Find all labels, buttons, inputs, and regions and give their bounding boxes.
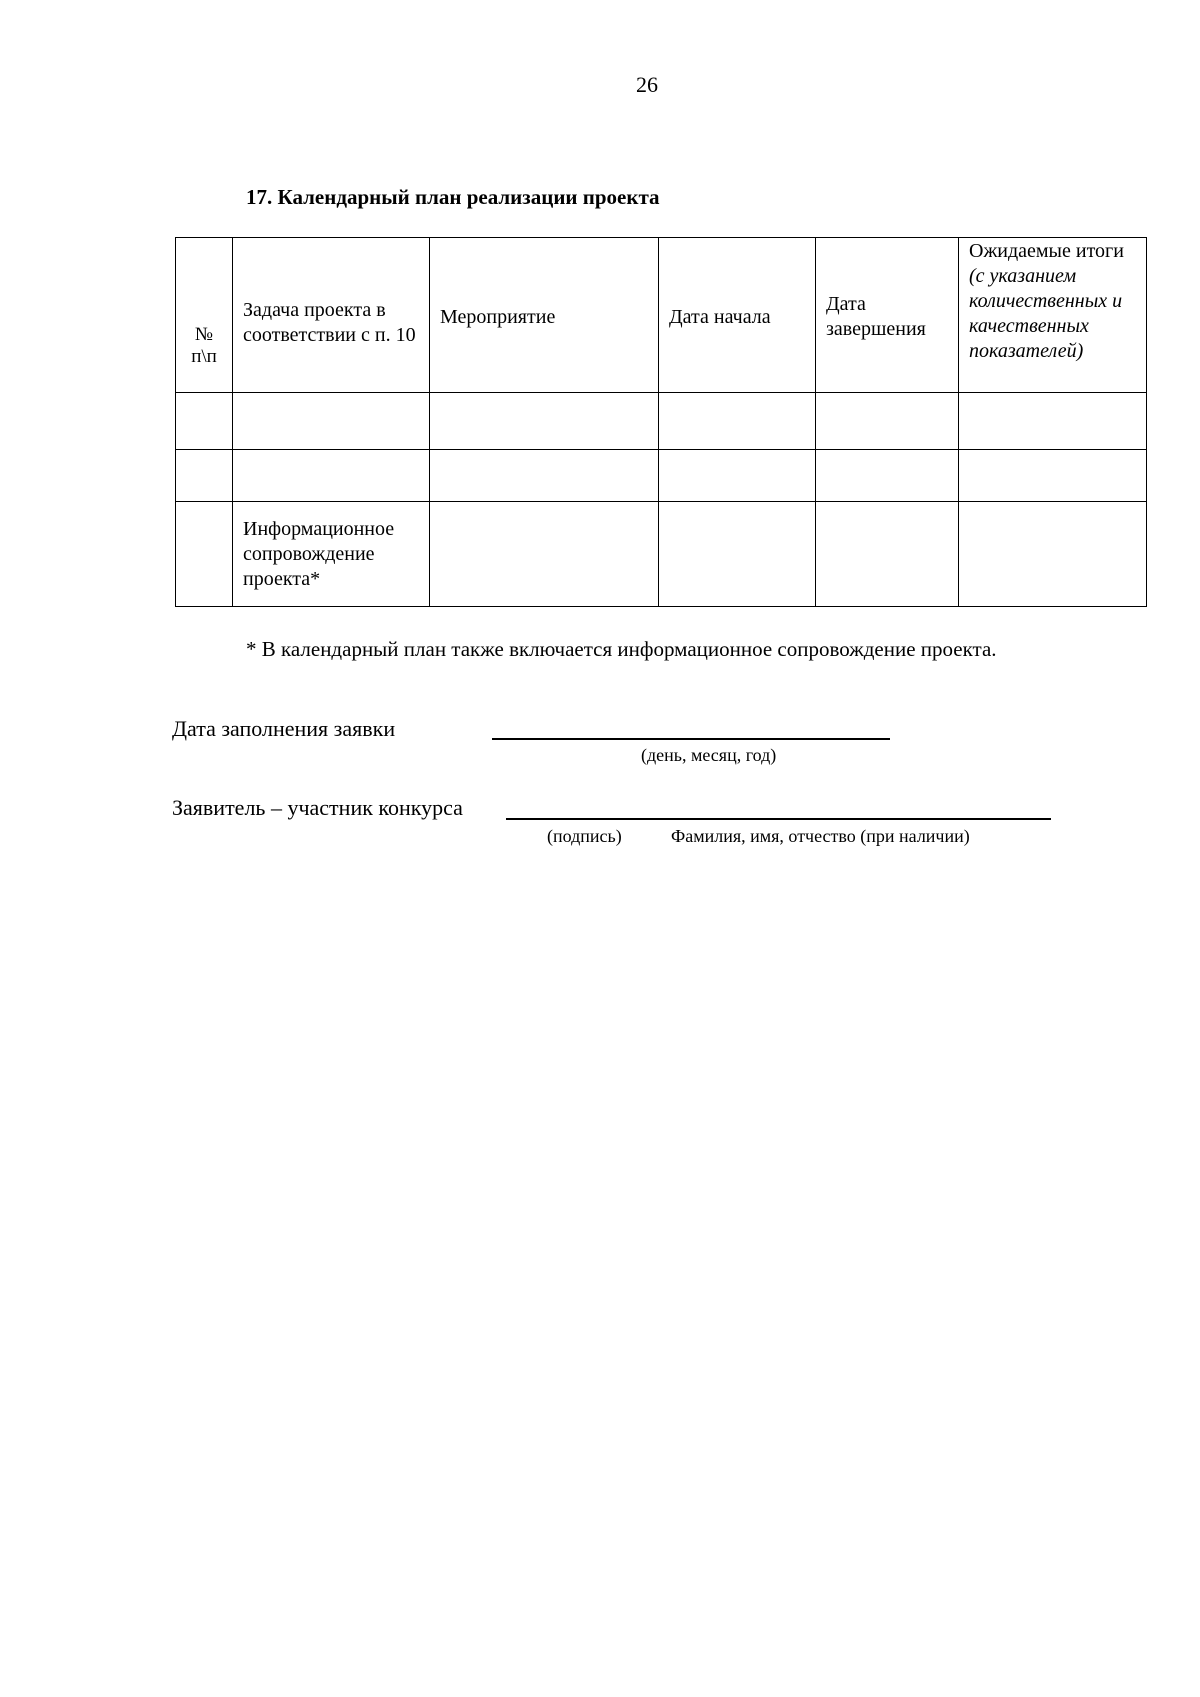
table-header-row [176, 238, 1147, 393]
cell-end-date [816, 450, 959, 502]
cell-event [430, 393, 659, 450]
date-label: Дата заполнения заявки [172, 716, 396, 741]
signature-caption: (подпись) [547, 826, 622, 846]
cell-start-date [659, 502, 816, 607]
header-num-symbol: № [194, 324, 214, 345]
date-caption: (день, месяц, год) [641, 745, 777, 765]
cell-start-date [659, 393, 816, 450]
cell-event [430, 450, 659, 502]
table-row [176, 393, 1147, 450]
signature-field-line[interactable] [506, 818, 1051, 820]
header-num-sub: п\п [191, 346, 217, 367]
cell-expected [959, 393, 1147, 450]
cell-task [233, 450, 430, 502]
date-field-line[interactable] [492, 738, 890, 740]
header-expected-main: Ожидаемые итоги [969, 240, 1124, 262]
cell-start-date [659, 450, 816, 502]
cell-expected [959, 450, 1147, 502]
calendar-plan-table [175, 237, 1147, 607]
table-row [176, 450, 1147, 502]
cell-expected [959, 502, 1147, 607]
cell-event [430, 502, 659, 607]
name-caption: Фамилия, имя, отчество (при наличии) [671, 826, 970, 846]
header-event: Мероприятие [430, 238, 659, 393]
cell-num [176, 393, 233, 450]
page-number: 26 [636, 72, 658, 97]
header-expected [959, 238, 1147, 393]
header-expected-note: (с указанием количественных и качественных показателей) [969, 265, 1123, 362]
cell-num [176, 502, 233, 607]
cell-task: Информационное сопровождение проекта* [233, 502, 430, 607]
footnote: * В календарный план также включается информационное сопровождение проекта. [246, 637, 997, 661]
section-title: 17. Календарный план реализации проекта [246, 185, 660, 209]
cell-end-date [816, 502, 959, 607]
header-start-date: Дата начала [659, 238, 816, 393]
table-row [176, 502, 1147, 607]
cell-end-date [816, 393, 959, 450]
cell-num [176, 450, 233, 502]
header-num [176, 238, 233, 393]
header-task: Задача проекта в соответствии с п. 10 [233, 238, 430, 393]
applicant-label: Заявитель – участник конкурса [172, 795, 463, 820]
header-end-date: Дата завершения [816, 238, 959, 393]
cell-task [233, 393, 430, 450]
